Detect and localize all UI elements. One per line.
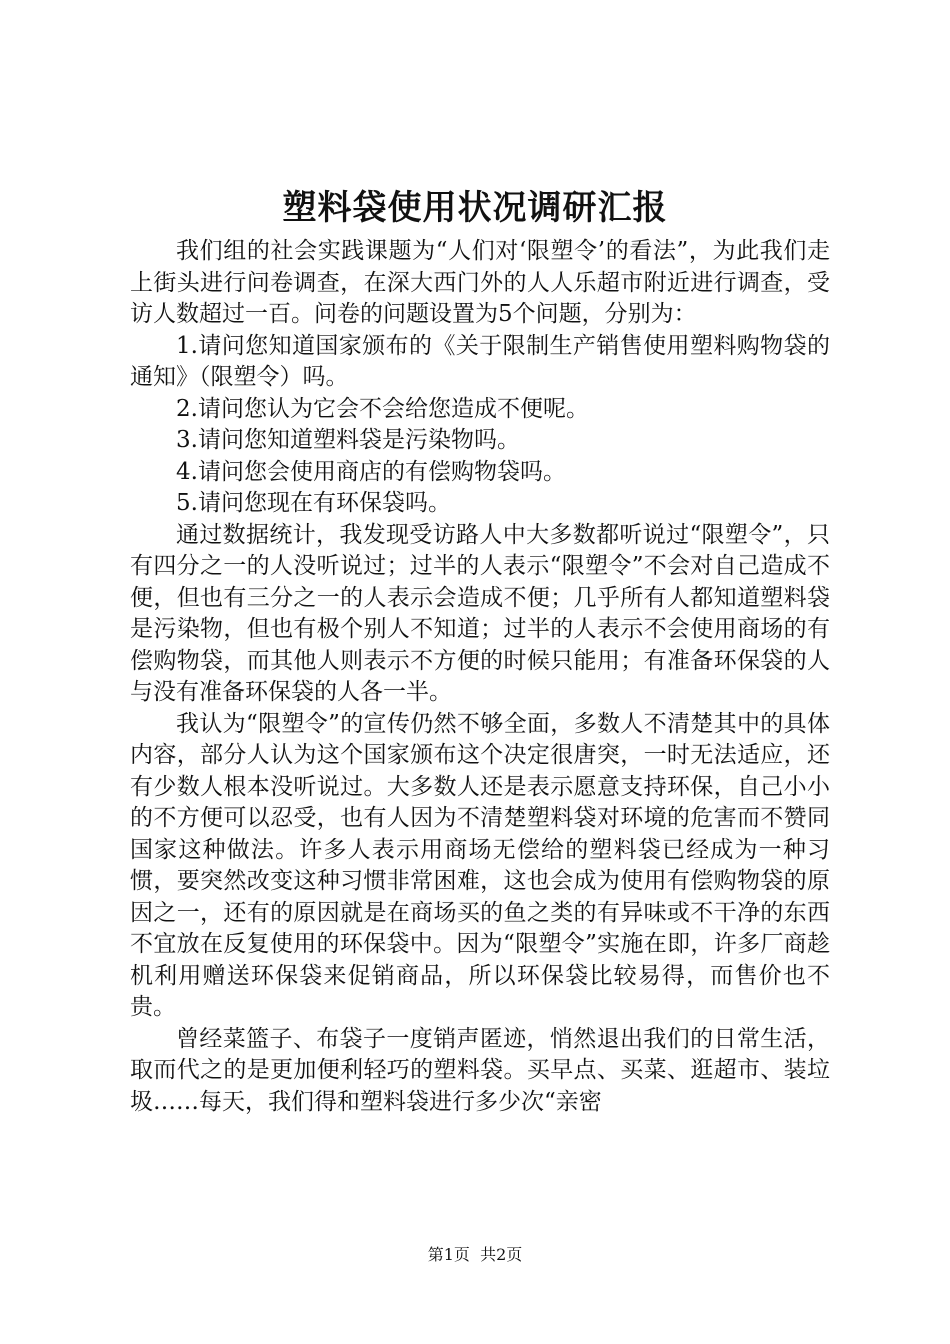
page-number: 第1页 共2页 bbox=[427, 1245, 523, 1264]
paragraph-question-4: 4.请问您会使用商店的有偿购物袋吗。 bbox=[176, 458, 566, 485]
paragraph-question-5: 5.请问您现在有环保袋吗。 bbox=[176, 490, 451, 516]
document-title: 塑料袋使用状况调研汇报 bbox=[282, 188, 668, 228]
paragraph-question-1: 1.请问您知道国家颁布的《关于限制生产销售使用塑料购物袋的通知》（限塑令）吗。 bbox=[130, 332, 830, 390]
paragraph-statistics: 通过数据统计，我发现受访路人中大多数都听说过“限塑令”，只有四分之一的人没听说过；过半的人表示“限塑令”不会对自己造成不便，但也有三分之一的人表示会造成不便；几乎所有人都知道塑料袋是污染物，但也有极个别人不知道；过半的人表示不会使用商场的有偿购物袋，而其他人则表示不方便的时候只能用；有准备环保袋的人与没有准备环保袋的人各一半。 bbox=[130, 521, 830, 705]
paragraph-intro: 我们组的社会实践课题为“人们对‘限塑令’的看法”，为此我们走上街头进行问卷调查，在深大西门外的人人乐超市附近进行调查，受访人数超过一百。问卷的问题设置为5个问题，分别为： bbox=[130, 238, 830, 327]
document-body bbox=[130, 236, 830, 1118]
paragraph-question-2: 2.请问您认为它会不会给您造成不便呢。 bbox=[176, 395, 589, 422]
paragraph-opinion: 我认为“限塑令”的宣传仍然不够全面，多数人不清楚其中的具体内容，部分人认为这个国家颁布这个决定很唐突，一时无法适应，还有少数人根本没听说过。大多数人还是表示愿意支持环保，自己小小的不方便可以忍受，也有人因为不清楚塑料袋对环境的危害而不赞同国家这种做法。许多人表示用商场无偿给的塑料袋已经成为一种习惯，要突然改变这种习惯非常困难，这也会成为使用有偿购物袋的原因之一，还有的原因就是在商场买的鱼之类的有异味或不干净的东西不宜放在反复使用的环保袋中。因为“限塑令”实施在即，许多厂商趁机利用赠送环保袋来促销商品，所以环保袋比较易得，而售价也不贵。 bbox=[130, 710, 830, 1020]
paragraph-history: 曾经菜篮子、布袋子一度销声匿迹，悄然退出我们的日常生活，取而代之的是更加便利轻巧的塑料袋。买早点、买菜、逛超市、装垃圾……每天，我们得和塑料袋进行多少次“亲密 bbox=[130, 1025, 830, 1115]
page-footer bbox=[0, 1245, 950, 1265]
paragraph-question-3: 3.请问您知道塑料袋是污染物吗。 bbox=[176, 427, 520, 453]
